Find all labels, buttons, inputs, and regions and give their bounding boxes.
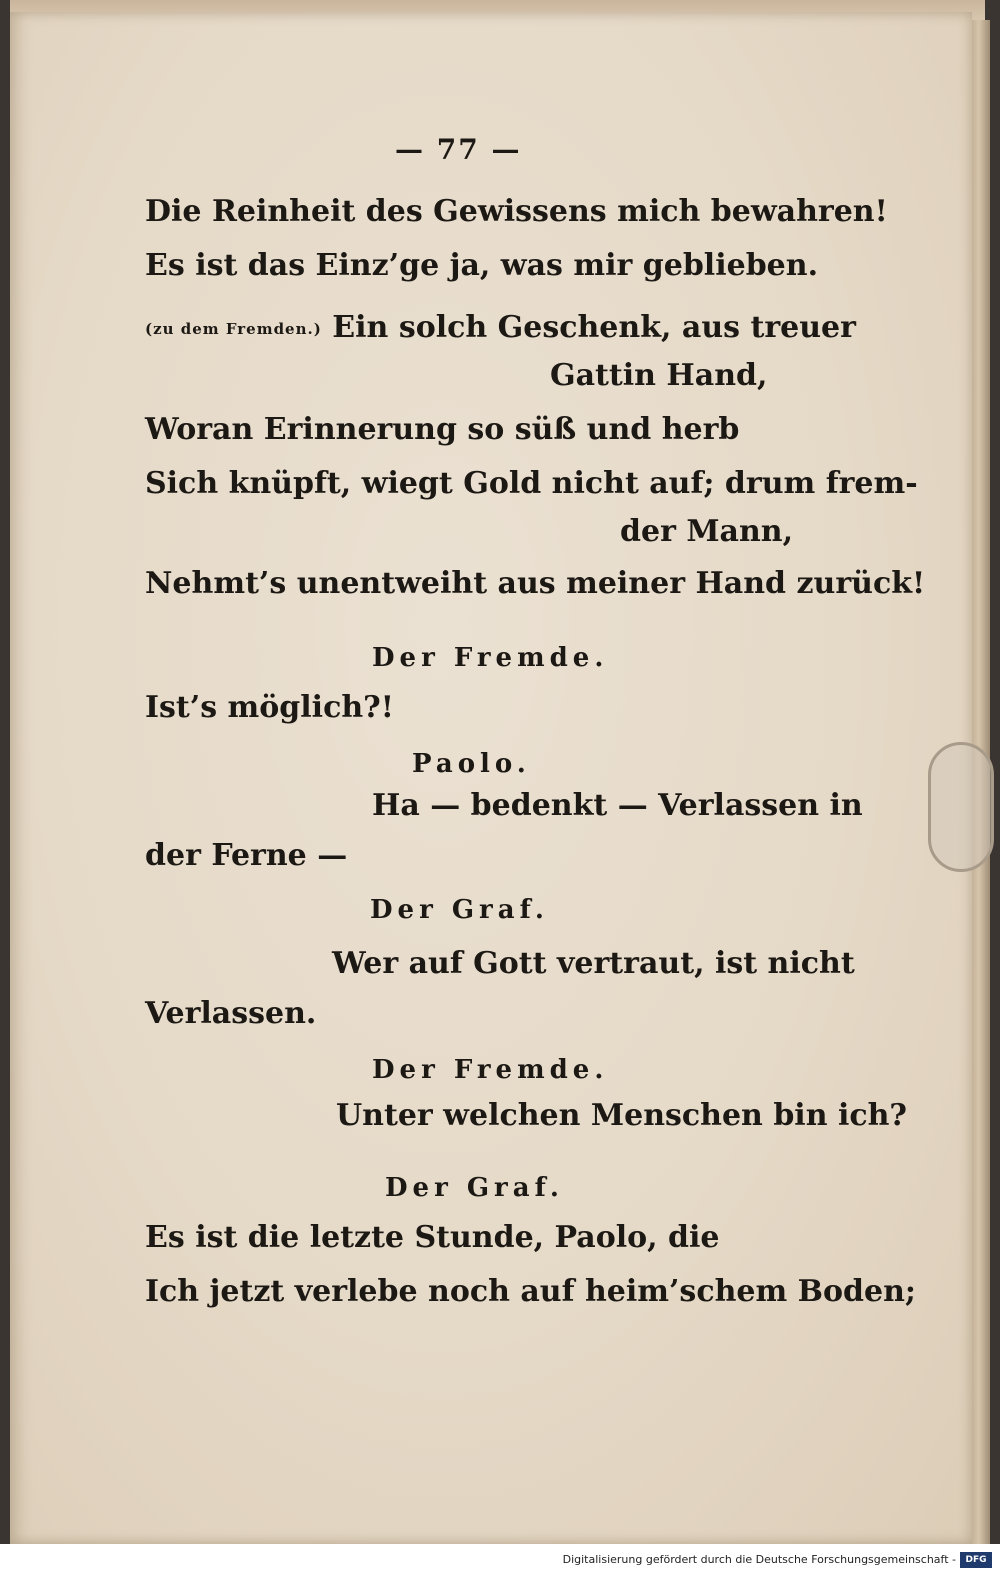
verse-text: Ein solch Geschenk, aus treuer (332, 310, 856, 345)
footer-credit: Digitalisierung gefördert durch die Deutsche Forschungsgemeinschaft - (562, 1553, 956, 1566)
verse-line: Woran Erinnerung so süß und herb (145, 412, 740, 447)
verse-line: Gattin Hand, (550, 358, 768, 393)
dfg-logo: DFG (960, 1552, 992, 1568)
verse-line: Nehmt’s unentweiht aus meiner Hand zurück! (145, 566, 926, 601)
speaker-name: Der Graf. (385, 1173, 564, 1203)
verse-line: Unter welchen Menschen bin ich? (336, 1098, 907, 1133)
verse-line: Ich jetzt verlebe noch auf heim’schem Boden; (145, 1274, 916, 1309)
verse-line: der Ferne — (145, 838, 348, 873)
verse-line: Wer auf Gott vertraut, ist nicht (332, 946, 855, 981)
verse-line: Die Reinheit des Gewissens mich bewahren! (145, 194, 888, 229)
verse-line-with-direction (145, 308, 856, 349)
stage-direction: (zu dem Fremden.) (145, 320, 322, 338)
speaker-name: Der Graf. (370, 895, 549, 925)
verse-line: Ist’s möglich?! (145, 690, 394, 725)
speaker-name: Der Fremde. (372, 643, 609, 673)
speaker-name: Paolo. (412, 749, 531, 779)
digitization-footer (0, 1544, 1000, 1584)
verse-line: Ha — bedenkt — Verlassen in (372, 788, 863, 823)
verse-line: Es ist die letzte Stunde, Paolo, die (145, 1220, 720, 1255)
verse-line: Sich knüpft, wiegt Gold nicht auf; drum frem- (145, 466, 918, 501)
verse-line: der Mann, (620, 514, 794, 549)
page-number: — 77 — (395, 133, 522, 166)
speaker-name: Der Fremde. (372, 1055, 609, 1085)
verse-line: Verlassen. (145, 996, 317, 1031)
verse-line: Es ist das Einz’ge ja, was mir geblieben. (145, 248, 819, 283)
